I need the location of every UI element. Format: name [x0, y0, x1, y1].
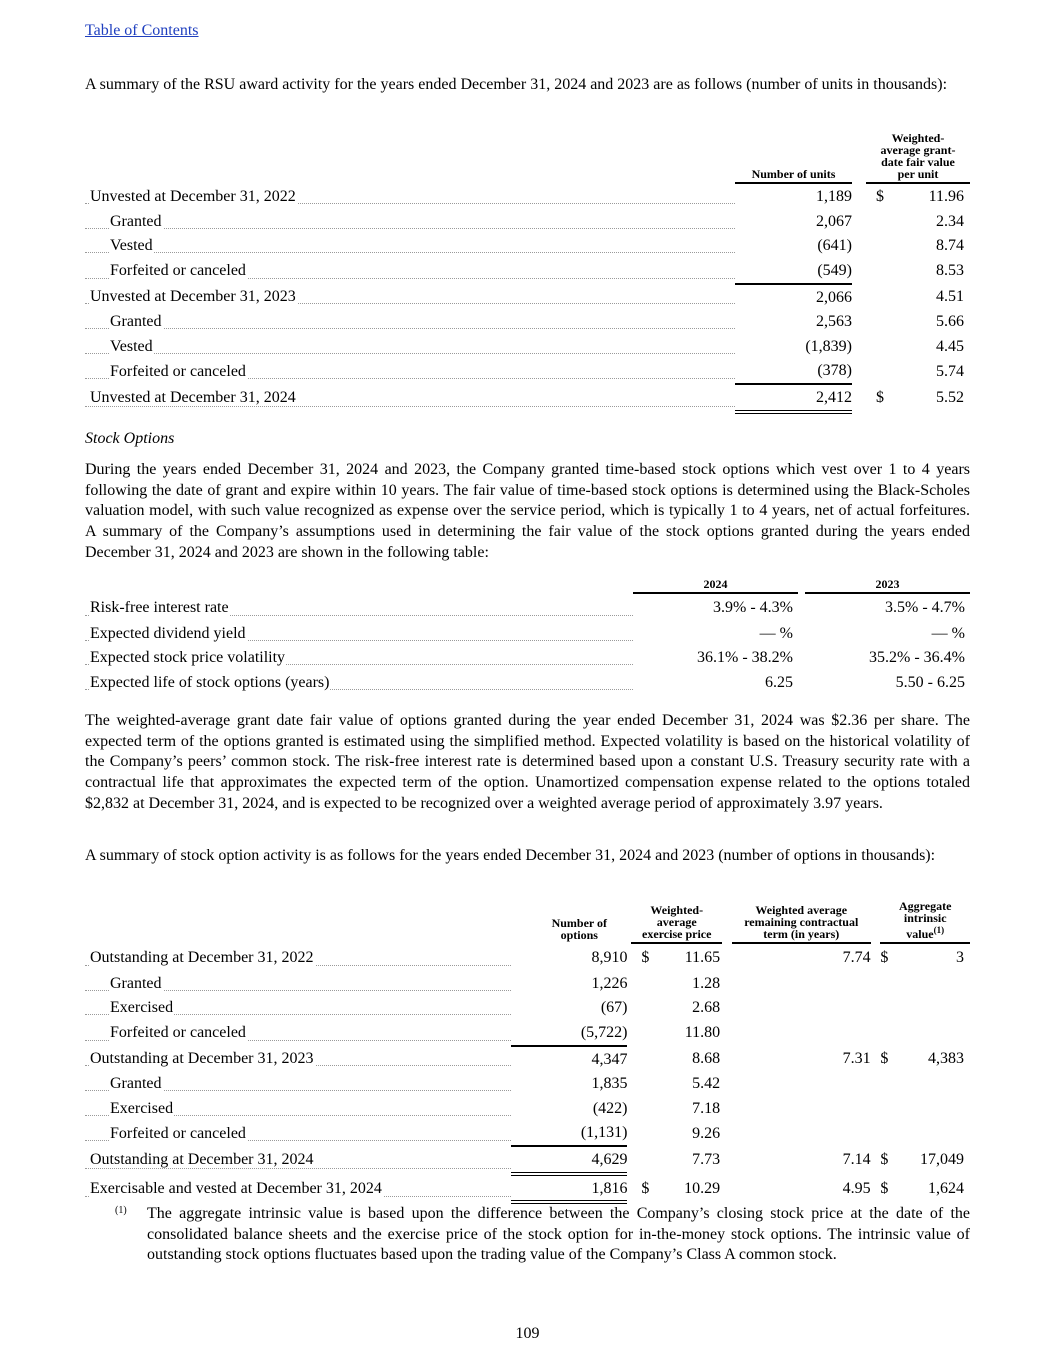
table-row: Vested (1,839) 4.45: [85, 334, 970, 359]
table-row: Unvested at December 31, 2022 1,189 $ 11.96: [85, 183, 970, 209]
table-row: Granted 1,226 1.28: [85, 971, 970, 996]
options-header-intrinsic-value: Aggregate intrinsic value$^{(1)}$: [880, 900, 970, 943]
assumptions-header-2024: 2024: [633, 578, 798, 593]
table-row: Unvested at December 31, 2023 2,066 4.51: [85, 284, 970, 310]
table-row: Granted 1,835 5.42: [85, 1071, 970, 1096]
rsu-intro-paragraph: A summary of the RSU award activity for the years ended December 31, 2024 and 2023 are as follows (number of units in thousands):: [85, 76, 948, 93]
options-header-term: Weighted average remaining contractual term (in years): [732, 900, 871, 943]
stock-option-activity-table: [85, 900, 970, 1204]
table-row: Forfeited or canceled (1,131) 9.26: [85, 1121, 970, 1147]
table-of-contents-link[interactable]: Table of Contents: [85, 22, 199, 39]
weighted-average-paragraph: The weighted-average grant date fair value of options granted during the year ended December 31, 2024 was $2.36 per share. The expected term of the options granted is estimated using the simplified method. Expected volatility is based on the historical volatility of the Company’s peers’ common stock. The risk-free interest rate is determined based upon a constant U.S. Treasury security rate with a contractual life that approximates the expected term of the option. Unamortized compensation expense related to the options totaled $2,832 at December 31, 2024, and is expected to be recognized over a weighted average period of approximately 3.97 years.: [85, 712, 970, 812]
table-row: Outstanding at December 31, 2023 4,347 8.68 7.31 $ 4,383: [85, 1046, 970, 1072]
table-row: Expected stock price volatility 36.1% - 38.2% 35.2% - 36.4%: [85, 646, 970, 671]
footnote-text: The aggregate intrinsic value is based upon the difference between the Company’s closing stock price at the date of the consolidated balance sheets and the exercise price of the stock option for in-the-money stock options. The intrinsic value of outstanding stock options fluctuates based upon the trading value of the Company’s Class A common stock.: [147, 1205, 970, 1263]
rsu-header-fair-value: Weighted- average grant- date fair value per unit: [866, 132, 970, 183]
table-row: Granted 2,067 2.34: [85, 209, 970, 234]
table-row: Granted 2,563 5.66: [85, 309, 970, 334]
table-row: Forfeited or canceled (549) 8.53: [85, 258, 970, 284]
table-row: Unvested at December 31, 2024 2,412 $ 5.52: [85, 384, 970, 412]
option-summary-intro: A summary of stock option activity is as follows for the years ended December 31, 2024 and 2023 (number of options in thousands):: [85, 847, 936, 864]
footnote: [115, 1204, 970, 1266]
footnote-marker: (1): [115, 1205, 127, 1216]
rsu-activity-table: [85, 132, 970, 414]
rsu-header-units: Number of units: [735, 132, 852, 183]
assumptions-header-2023: 2023: [805, 578, 970, 593]
page-number: 109: [515, 1325, 540, 1342]
stock-options-heading: Stock Options: [85, 430, 175, 447]
table-row: Vested (641) 8.74: [85, 234, 970, 259]
table-row: Outstanding at December 31, 2022 8,910 $ 11.65 7.74 $ 3: [85, 943, 970, 971]
table-row: Expected dividend yield — % — %: [85, 621, 970, 646]
table-row: Exercised (422) 7.18: [85, 1096, 970, 1121]
table-row: Outstanding at December 31, 2024 4,629 7.73 7.14 $ 17,049: [85, 1146, 970, 1174]
table-row: Exercisable and vested at December 31, 2024 1,816 $ 10.29 4.95 $ 1,624: [85, 1174, 970, 1203]
stock-options-paragraph: During the years ended December 31, 2024 and 2023, the Company granted time-based stock options which vest over 1 to 4 years following the date of grant and expire within 10 years. The fair value of time-based stock options is determined using the Black-Scholes valuation model, with such value recognized as expense over the service period, which is typically 1 to 4 years, net of actual forfeitures. A summary of the Company’s assumptions used in determining the fair value of the stock options granted during the years ended December 31, 2024 and 2023 are shown in the following table:: [85, 461, 970, 561]
options-header-exercise-price: Weighted- average exercise price: [631, 900, 722, 943]
table-row: Forfeited or canceled (378) 5.74: [85, 359, 970, 385]
table-row: Forfeited or canceled (5,722) 11.80: [85, 1020, 970, 1046]
table-row: Risk-free interest rate 3.9% - 4.3% 3.5% - 4.7%: [85, 593, 970, 621]
assumptions-table: [85, 578, 970, 695]
options-header-number: Number of options: [551, 916, 608, 942]
table-row: Expected life of stock options (years) 6.25 5.50 - 6.25: [85, 670, 970, 695]
table-row: Exercised (67) 2.68: [85, 996, 970, 1021]
